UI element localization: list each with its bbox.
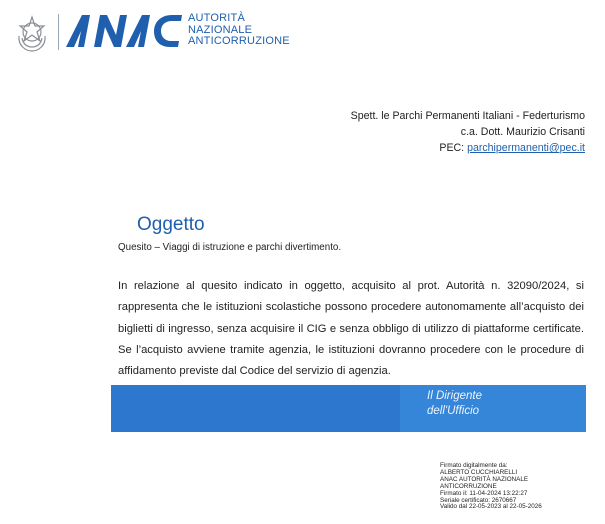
addressee-pec [351,140,585,156]
subject-line: Quesito – Viaggi di istruzione e parchi divertimento. [118,242,342,253]
italian-republic-emblem-icon [14,14,50,54]
organization-name [188,13,290,48]
anac-logo [64,11,184,51]
stamp-line: ANAC AUTORITÀ NAZIONALE [440,475,529,483]
stamp-line: ANTICORRUZIONE [440,482,497,490]
signature-band [111,385,586,432]
signatory-title-line: dell'Ufficio [427,405,480,417]
org-name-line: NAZIONALE [188,23,253,36]
org-name-line: AUTORITÀ [188,12,246,24]
stamp-line: ALBERTO CUCCHIARELLI [440,468,518,476]
pec-label: PEC: [439,142,465,154]
header-divider [58,14,59,50]
subject-heading: Oggetto [137,214,205,235]
stamp-line: Seriale certificato: 2670667 [440,496,517,504]
stamp-line: Firmato digitalmente da: [440,462,508,469]
stamp-line: Firmato il: 11-04-2024 13:22:27 [440,489,528,497]
addressee-attention: c.a. Dott. Maurizio Crisanti [460,126,585,138]
signatory-title [427,389,482,419]
org-name-line: ANTICORRUZIONE [188,35,290,47]
stamp-line: Valido dal 22-05-2023 al 22-05-2026 [440,503,542,511]
digital-signature-stamp [440,463,542,511]
body-paragraph: In relazione al quesito indicato in oggetto, acquisito al prot. Autorità n. 32090/2024, si rappresenta che le istituzioni scolastiche possono procedere autonomamente all’acquisto dei biglietti di ingresso, senza acquisire il CIG e senza obbligo di utilizzo di piattaforme certificate. Se l’acquisto avviene tramite agenzia, le istituzioni dovranno procedere con le procedure di affidamento previste dal Codice del servizio di agenzia. [118,280,584,378]
addressee-recipient: Spett. le Parchi Permanenti Italiani - Federturismo [350,110,585,122]
pec-email-link[interactable]: parchipermanenti@pec.it [467,142,585,154]
addressee-block [351,108,585,156]
signatory-title-line: Il Dirigente [427,390,482,402]
